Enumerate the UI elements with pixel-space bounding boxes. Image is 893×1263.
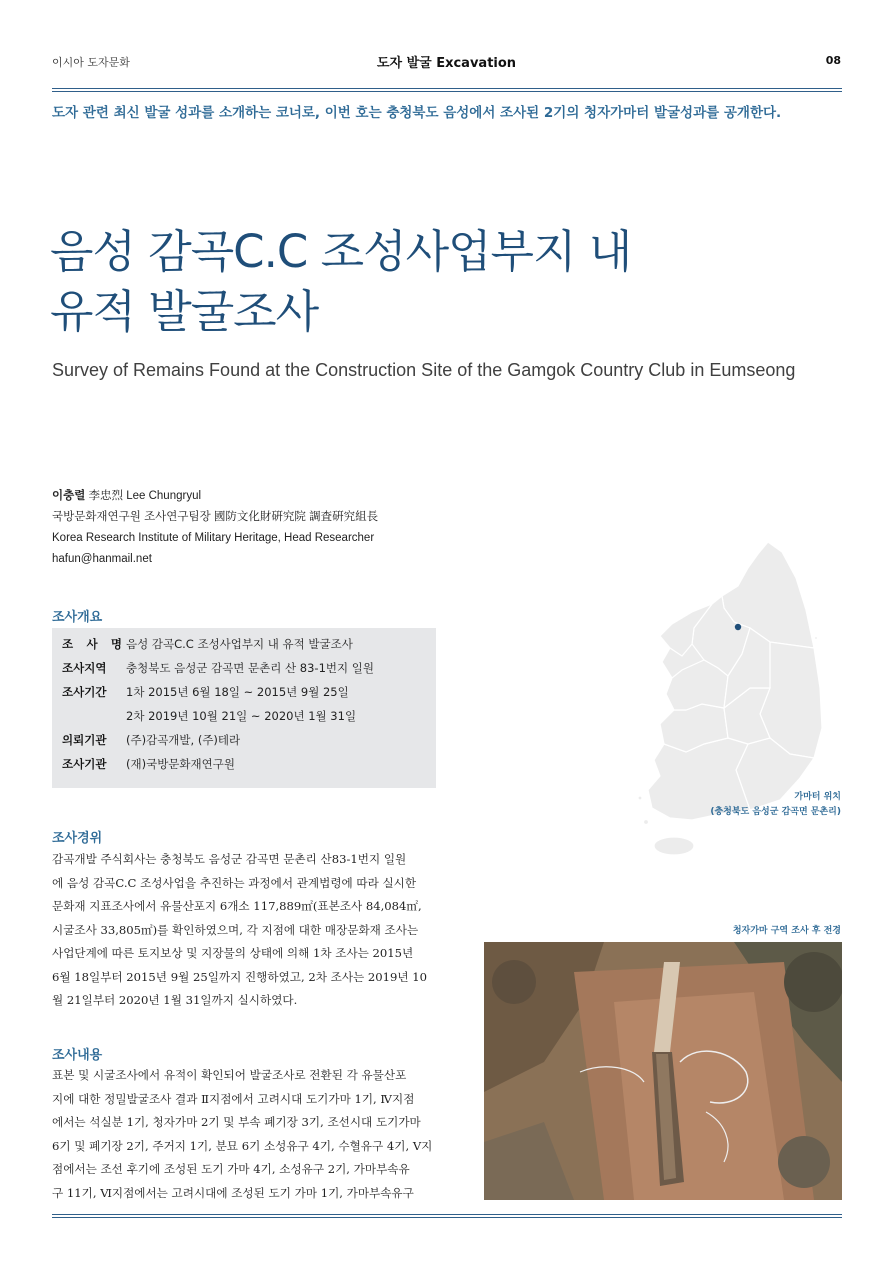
summary-value: 충청북도 음성군 감곡면 문촌리 산 83-1번지 일원: [126, 661, 374, 675]
summary-value: (주)감곡개발, (주)테라: [126, 733, 241, 747]
author-name: 이충렬: [52, 490, 86, 502]
summary-row: [52, 732, 436, 756]
text-line: 감곡개발 주식회사는 충청북도 음성군 감곡면 문촌리 산83-1번지 일원: [52, 852, 407, 866]
map-caption: [710, 790, 841, 820]
text-line: 구 11기, Ⅵ지점에서는 고려시대에 조성된 도기 가마 1기, 가마부속유구: [52, 1185, 414, 1200]
summary-value: 2차 2019년 10월 21일 ~ 2020년 1월 31일: [126, 709, 357, 723]
text-line: 에 음성 감곡C.C 조성사업을 추진하는 과정에서 관계법령에 따라 실시한: [52, 875, 417, 890]
page-title: [50, 222, 631, 342]
author-block: [52, 486, 378, 570]
text-line: 에서는 석실분 1기, 청자가마 2기 및 부속 폐기장 3기, 조선시대 도기가마: [52, 1115, 421, 1129]
text-line: 시굴조사 33,805㎡)를 확인하였으며, 각 지점에 대한 매장문화재 조사는: [52, 922, 419, 937]
summary-value: 음성 감곡C.C 조성사업부지 내 유적 발굴조사: [126, 637, 353, 651]
author-email[interactable]: hafun@hanmail.net: [52, 553, 152, 565]
summary-row: [52, 660, 436, 684]
page-number: 08: [825, 54, 841, 67]
text-line: 사업단계에 따른 토지보상 및 지장물의 상태에 의해 1차 조사는 2015년: [52, 946, 414, 960]
history-heading: 조사경위: [52, 831, 103, 846]
summary-key: 조사기간: [62, 685, 107, 699]
content-text: [52, 1064, 436, 1205]
summary-key: 조 사 명: [62, 637, 122, 651]
text-line: 문화재 지표조사에서 유물산포지 6개소 117,889㎡(표본조사 84,084㎡,: [52, 899, 422, 913]
text-line: 표본 및 시굴조사에서 유적이 확인되어 발굴조사로 전환된 각 유물산포: [52, 1068, 407, 1082]
summary-row: [52, 756, 436, 780]
summary-table: [52, 628, 436, 788]
summary-key: 조사기관: [62, 757, 107, 771]
kiln-location-marker: [735, 624, 741, 630]
text-line: 6월 18일부터 2015년 9월 25일까지 진행하였고, 2차 조사는 2019년 10: [52, 969, 428, 984]
author-name-rest: 李忠烈 Lee Chungryul: [85, 490, 202, 502]
section-label: 도자 발굴 Excavation: [376, 56, 517, 71]
english-title: Survey of Remains Found at the Construction Site of the Gamgok Country Club in Eumseong: [52, 360, 796, 380]
content-heading: 조사내용: [52, 1048, 103, 1063]
intro-text: 도자 관련 최신 발굴 성과를 소개하는 코너로, 이번 호는 충청북도 음성에서 조사된 2기의 청자가마터 발굴성과를 공개한다.: [52, 105, 782, 121]
footer-rule: [52, 1214, 842, 1218]
summary-value: (재)국방문화재연구원: [126, 757, 235, 771]
summary-heading: 조사개요: [52, 610, 103, 625]
header-rule: [52, 88, 842, 92]
title-line-1: 음성 감곡C.C 조성사업부지 내: [50, 225, 632, 278]
summary-row: [52, 684, 436, 708]
text-line: 월 21일부터 2020년 1월 31일까지 실시하였다.: [52, 993, 298, 1007]
author-affiliation-ko: 국방문화재연구원 조사연구팀장 國防文化財硏究院 調査硏究組長: [52, 511, 379, 523]
magazine-name: 이시아 도자문화: [52, 56, 130, 69]
text-line: 점에서는 조선 후기에 조성된 도기 가마 4기, 소성유구 2기, 가마부속유: [52, 1162, 410, 1176]
map-caption-line-2: (충청북도 음성군 감곡면 문촌리): [710, 807, 841, 817]
history-text: [52, 848, 436, 1013]
summary-key: 의뢰기관: [62, 733, 107, 747]
summary-key: 조사지역: [62, 661, 107, 675]
title-line-2: 유적 발굴조사: [50, 285, 319, 338]
author-affiliation-en: Korea Research Institute of Military Heritage, Head Researcher: [52, 532, 375, 544]
photo-caption: 청자가마 구역 조사 후 전경: [732, 926, 841, 936]
summary-row: [52, 708, 436, 732]
map-caption-line-1: 가마터 위치: [794, 792, 841, 802]
summary-value: 1차 2015년 6월 18일 ~ 2015년 9월 25일: [126, 685, 349, 699]
summary-row: [52, 636, 436, 660]
text-line: 지에 대한 정밀발굴조사 결과 Ⅱ지점에서 고려시대 도기가마 1기, Ⅳ지점: [52, 1091, 415, 1106]
excavation-site-photo: [484, 942, 842, 1200]
text-line: 6기 및 폐기장 2기, 주거지 1기, 분묘 6기 소성유구 4기, 수혈유구 4기, Ⅴ지: [52, 1138, 433, 1153]
